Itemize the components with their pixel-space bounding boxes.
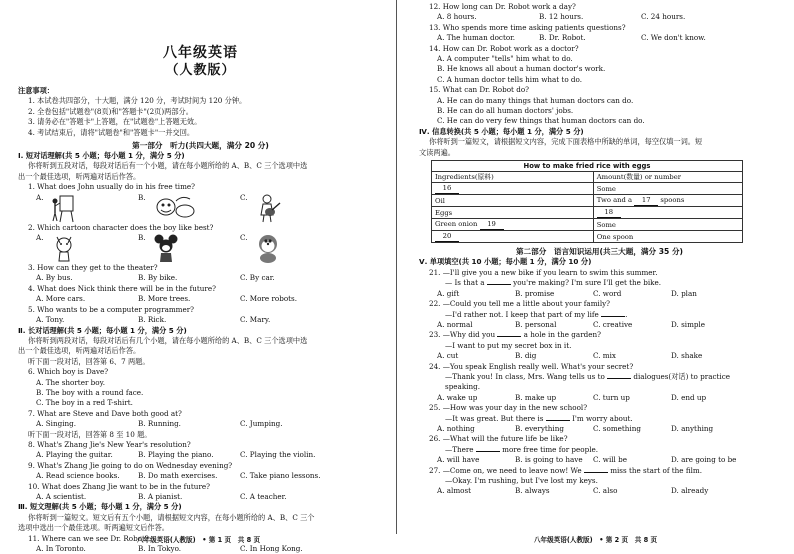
- option[interactable]: D. are going to be: [671, 455, 737, 465]
- q10-options: [18, 492, 383, 502]
- blank-19[interactable]: 19: [480, 219, 504, 230]
- option[interactable]: C. We don't know.: [641, 33, 706, 43]
- table-cell-text: spoons: [660, 196, 685, 205]
- question-8: 8. What's Zhang Jie's New Year's resolution?: [28, 439, 191, 449]
- blank-18[interactable]: 18: [597, 207, 621, 218]
- question-text: I'm worry about.: [572, 413, 633, 423]
- question-6: 6. Which boy is Dave?: [28, 367, 109, 377]
- option[interactable]: A. gift: [437, 288, 460, 298]
- option[interactable]: A. The human doctor.: [437, 33, 516, 43]
- q3-options: [18, 273, 383, 283]
- option[interactable]: D. plan: [671, 288, 697, 298]
- option[interactable]: C. A human doctor tells him what to do.: [437, 74, 583, 84]
- guitar-player-icon: [254, 193, 282, 223]
- answer-blank[interactable]: [584, 472, 608, 473]
- option[interactable]: A. nothing: [437, 423, 475, 433]
- question-15: 15. What can Dr. Robot do?: [429, 85, 530, 95]
- question-1: 1. What does John usually do in his free time?: [28, 182, 196, 192]
- option[interactable]: C. also: [593, 486, 618, 496]
- option[interactable]: A. Singing.: [36, 419, 77, 429]
- option[interactable]: A. A scientist.: [36, 492, 87, 501]
- option[interactable]: B. By bike.: [138, 273, 178, 283]
- table-row: [432, 231, 743, 243]
- question-7: 7. What are Steve and Dave both good at?: [28, 408, 182, 418]
- kids-playing-icon: [152, 193, 196, 221]
- q12-options: [419, 12, 780, 22]
- option[interactable]: B. The boy with a round face.: [36, 387, 144, 397]
- option[interactable]: A. More cars.: [36, 294, 86, 304]
- q27-options: [419, 486, 780, 496]
- answer-blank[interactable]: [601, 316, 625, 317]
- option[interactable]: B. dig: [515, 351, 537, 361]
- option[interactable]: A. The shorter boy.: [36, 377, 105, 387]
- q8-options: [18, 450, 383, 460]
- question-text: —I want to put my secret box in it.: [445, 340, 572, 350]
- option[interactable]: B. Running.: [138, 419, 181, 429]
- table-row: [432, 207, 743, 219]
- question-9: 9. What's Zhang Jie going to do on Wednesday evening?: [28, 460, 233, 470]
- section1-intro: 你将听到五段对话，每段对话后有一个小题，请在每小题所给的 A、B、C 三个选项中选: [28, 161, 308, 171]
- option[interactable]: A. will have: [437, 455, 480, 465]
- option[interactable]: C. will be: [593, 455, 627, 465]
- option[interactable]: C. Playing the violin.: [240, 450, 316, 460]
- section2-intro: 你将听到两段对话，每段对话后有几个小题，请在每小题所给的 A、B、C 三个选项中选: [28, 335, 308, 345]
- q9-options: [18, 471, 383, 481]
- q2-pictures: [18, 233, 383, 263]
- question-text: —Thank you! In class, Mrs. Wang tells us to: [445, 371, 605, 381]
- option[interactable]: B. Rick.: [138, 315, 167, 325]
- section4-title: Ⅳ. 信息转换(共 5 小题；每小题 1 分，满分 5 分): [419, 126, 584, 136]
- option[interactable]: C. In Hong Kong.: [240, 544, 303, 554]
- exam-subtitle: （人教版）: [165, 63, 236, 78]
- q23-options: [419, 351, 780, 361]
- painting-easel-icon: [50, 193, 76, 223]
- question-12: 12. How long can Dr. Robot work a day?: [429, 2, 576, 11]
- section4-intro: 文读两遍。: [419, 147, 455, 157]
- question-text: —There: [445, 444, 474, 454]
- question-13: 13. Who spends more time asking patients questions?: [429, 22, 626, 32]
- q2-option-c[interactable]: C.: [240, 233, 342, 263]
- blank-16[interactable]: 16: [435, 183, 459, 194]
- section1-intro: 出一个最佳选项，听两遍对话后作答。: [18, 171, 141, 181]
- option[interactable]: C. Jumping.: [240, 419, 283, 429]
- answer-blank[interactable]: [497, 336, 521, 337]
- question-text: dialogues(对话) to practice: [633, 371, 730, 381]
- note-item: 2. 全卷包括"试题卷"(8页)和"答题卡"(2页)两部分。: [28, 106, 193, 116]
- option[interactable]: C. something: [593, 423, 641, 433]
- option[interactable]: C. The boy in a red T-shirt.: [36, 398, 133, 408]
- option[interactable]: A. 8 hours.: [437, 12, 477, 22]
- q24-options: [419, 393, 780, 403]
- option[interactable]: C. He can do very few things that human doctors can do.: [437, 116, 645, 126]
- section2-intro: 出一个最佳选项，听两遍对话后作答。: [18, 346, 141, 356]
- option[interactable]: D. already: [671, 486, 709, 496]
- option[interactable]: A. He can do many things that human doctors can do.: [437, 95, 634, 105]
- table-header: Ingredients(原料): [432, 172, 594, 183]
- option[interactable]: C. 24 hours.: [641, 12, 686, 22]
- option[interactable]: C. mix: [593, 351, 616, 361]
- section3-intro: 选项中选出一个最佳选项。听两遍短文后作答。: [18, 523, 169, 533]
- question-26: 26. —What will the future life be like?: [429, 434, 568, 444]
- q5-options: [18, 315, 383, 325]
- cartoon-cat-icon: [50, 233, 78, 263]
- question-5: 5. Who wants to be a computer programmer?: [28, 304, 195, 314]
- option[interactable]: A. cut: [437, 351, 459, 361]
- option[interactable]: C. By car.: [240, 273, 275, 283]
- option[interactable]: C. A teacher.: [240, 492, 287, 501]
- option[interactable]: B. In Tokyo.: [138, 544, 182, 554]
- q11-options: [18, 544, 383, 554]
- table-cell: Some: [593, 219, 742, 231]
- table-cell-text: Green onion: [435, 220, 478, 229]
- doraemon-icon: [254, 233, 282, 263]
- note-item: 1. 本试卷共四部分，十大题，满分 120 分，考试时间为 120 分钟。: [28, 96, 247, 106]
- question-22: 22. —Could you tell me a little about your family?: [429, 299, 611, 309]
- question-text: —Okay. I'm rushing, but I've lost my keys.: [445, 476, 598, 485]
- option[interactable]: A. wake up: [437, 392, 478, 402]
- option[interactable]: B. He knows all about a human doctor's work.: [437, 64, 606, 74]
- option[interactable]: B. More trees.: [138, 294, 191, 304]
- answer-blank[interactable]: [476, 451, 500, 452]
- table-row: [432, 195, 743, 207]
- question-27: 27. —Come on, we need to leave now! We: [429, 465, 582, 475]
- table-row: [432, 172, 743, 183]
- option[interactable]: A. Read science books.: [36, 471, 120, 481]
- question-25: 25. —How was your day in the new school?: [429, 403, 588, 413]
- blank-17[interactable]: 17: [634, 195, 658, 206]
- table-cell: Oil: [432, 195, 594, 207]
- question-2: 2. Which cartoon character does the boy like best?: [28, 222, 214, 232]
- q7-options: [18, 419, 383, 429]
- question-text: — Is that a: [445, 278, 485, 288]
- section3-intro: 你将听到一篇短文。短文后有五个小题，请根据短文内容，在每小题所给的 A、B、C 三个: [28, 512, 315, 522]
- answer-blank[interactable]: [546, 420, 570, 421]
- question-14: 14. How can Dr. Robot work as a doctor?: [429, 43, 579, 53]
- question-text: miss the start of the film.: [610, 465, 703, 475]
- option[interactable]: A. normal: [437, 319, 473, 329]
- question-23: 23. —Why did you: [429, 330, 496, 340]
- q1-option-c[interactable]: C.: [240, 193, 342, 223]
- question-text: —I'd rather not. I keep that part of my life: [445, 309, 599, 319]
- option[interactable]: D. end up: [671, 392, 707, 402]
- option[interactable]: B. promise: [515, 288, 555, 298]
- table-cell: Eggs: [432, 207, 594, 219]
- note-item: 3. 请务必在"答题卡"上答题，在"试题卷"上答题无效。: [28, 117, 202, 127]
- q13-options: [419, 33, 780, 43]
- option[interactable]: A. By bus.: [36, 273, 73, 283]
- option[interactable]: B. Dr. Robot.: [539, 33, 586, 43]
- option[interactable]: B. everything: [515, 423, 564, 433]
- option[interactable]: B. Do math exercises.: [138, 471, 218, 481]
- question-24: 24. —You speak English really well. What's your secret?: [429, 361, 634, 371]
- question-text: speaking.: [445, 382, 480, 392]
- option[interactable]: A. Tony.: [36, 315, 65, 325]
- q2-option-a[interactable]: A.: [36, 233, 138, 263]
- table-row: [432, 183, 743, 195]
- answer-blank[interactable]: [487, 284, 511, 285]
- table-row: [432, 219, 743, 231]
- option[interactable]: B. He can do all human doctors' jobs.: [437, 106, 574, 116]
- question-text: .: [625, 309, 628, 319]
- option[interactable]: A. Playing the guitar.: [36, 450, 113, 460]
- section4-intro: 你将听到一篇短文，请根据短文内容，完成下面表格中所缺的单词，每空仅填一词。短: [429, 137, 703, 147]
- question-3: 3. How can they get to the theater?: [28, 263, 158, 273]
- option[interactable]: B. always: [515, 486, 550, 496]
- option[interactable]: C. creative: [593, 319, 633, 329]
- option[interactable]: C. word: [593, 288, 622, 298]
- passage-note: 听下面一段对话，回答第 6、7 两题。: [28, 356, 150, 366]
- option[interactable]: C. More robots.: [240, 294, 298, 304]
- passage-note: 听下面一段对话，回答第 8 至 10 题。: [28, 429, 152, 439]
- section1-title: Ⅰ. 短对话理解(共 5 小题；每小题 1 分，满分 5 分): [18, 151, 185, 161]
- option[interactable]: D. shake: [671, 351, 703, 361]
- option[interactable]: B. Playing the piano.: [138, 450, 214, 460]
- page-footer: 八年级英语(人教版) • 第 1 页 共 8 页: [136, 536, 261, 544]
- mickey-mouse-icon: [152, 233, 180, 263]
- option[interactable]: B. make up: [515, 392, 557, 402]
- option[interactable]: C. turn up: [593, 392, 630, 402]
- table-header: Amount(数量) or number: [593, 172, 742, 183]
- section2-title: Ⅱ. 长对话理解(共 5 小题；每小题 1 分，满分 5 分): [18, 325, 187, 335]
- note-item: 4. 考试结束后，请将"试题卷"和"答题卡"一并交回。: [28, 127, 195, 137]
- question-text: you're making? I'm sure I'll get the bike.: [513, 278, 662, 288]
- option[interactable]: B. 12 hours.: [539, 12, 584, 22]
- part2-title: 第二部分 语言知识运用(共三大题，满分 35 分): [515, 247, 684, 257]
- question-10: 10. What does Zhang Jie want to be in the future?: [28, 481, 210, 491]
- option[interactable]: A. A computer "tells" him what to do.: [437, 54, 573, 64]
- section3-title: Ⅲ. 短文理解(共 5 小题；每小题 1 分，满分 5 分): [18, 502, 182, 512]
- option[interactable]: D. anything: [671, 423, 714, 433]
- option[interactable]: B. is going to have: [515, 455, 583, 465]
- question-text: a hole in the garden?: [523, 330, 601, 340]
- exam-title: 八年级英语: [163, 45, 238, 61]
- table-cell: One spoon: [593, 231, 742, 243]
- question-11: 11. Where can we see Dr. Robot?: [28, 533, 149, 543]
- q22-options: [419, 320, 780, 330]
- right-page: [397, 0, 794, 554]
- table-title: How to make fried rice with eggs: [432, 161, 743, 172]
- q4-options: [18, 294, 383, 304]
- answer-blank[interactable]: [607, 378, 631, 379]
- option[interactable]: B. personal: [515, 319, 557, 329]
- option[interactable]: A. In Toronto.: [36, 544, 86, 554]
- q1-pictures: [18, 193, 383, 223]
- q26-options: [419, 455, 780, 465]
- section5-title: Ⅴ. 单项填空(共 10 小题；每小题 1 分，满分 10 分): [419, 257, 592, 267]
- question-4: 4. What does Nick think there will be in the future?: [28, 283, 216, 293]
- q2-option-b[interactable]: B.: [138, 233, 240, 263]
- page-footer: 八年级英语(人教版) • 第 2 页 共 8 页: [533, 536, 658, 544]
- recipe-table: [431, 160, 743, 243]
- q1-option-a[interactable]: A.: [36, 193, 138, 223]
- option[interactable]: A. almost: [437, 486, 472, 496]
- q1-option-b[interactable]: B.: [138, 193, 240, 223]
- question-text: —It was great. But there is: [445, 413, 544, 423]
- table-cell-text: Two and a: [596, 196, 633, 205]
- option[interactable]: D. simple: [671, 319, 706, 329]
- option[interactable]: C. Take piano lessons.: [240, 471, 321, 481]
- part1-title: 第一部分 听力(共四大题，满分 20 分): [132, 141, 269, 151]
- question-text: more free time for people.: [502, 444, 599, 454]
- option[interactable]: B. A pianist.: [138, 492, 183, 501]
- blank-20[interactable]: 20: [435, 231, 459, 242]
- question-21: 21. —I'll give you a new bike if you learn to swim this summer.: [429, 267, 658, 277]
- notes-heading: 注意事项：: [18, 86, 54, 95]
- q21-options: [419, 289, 780, 299]
- q25-options: [419, 424, 780, 434]
- option[interactable]: C. Mary.: [240, 315, 271, 325]
- table-cell: Some: [593, 183, 742, 195]
